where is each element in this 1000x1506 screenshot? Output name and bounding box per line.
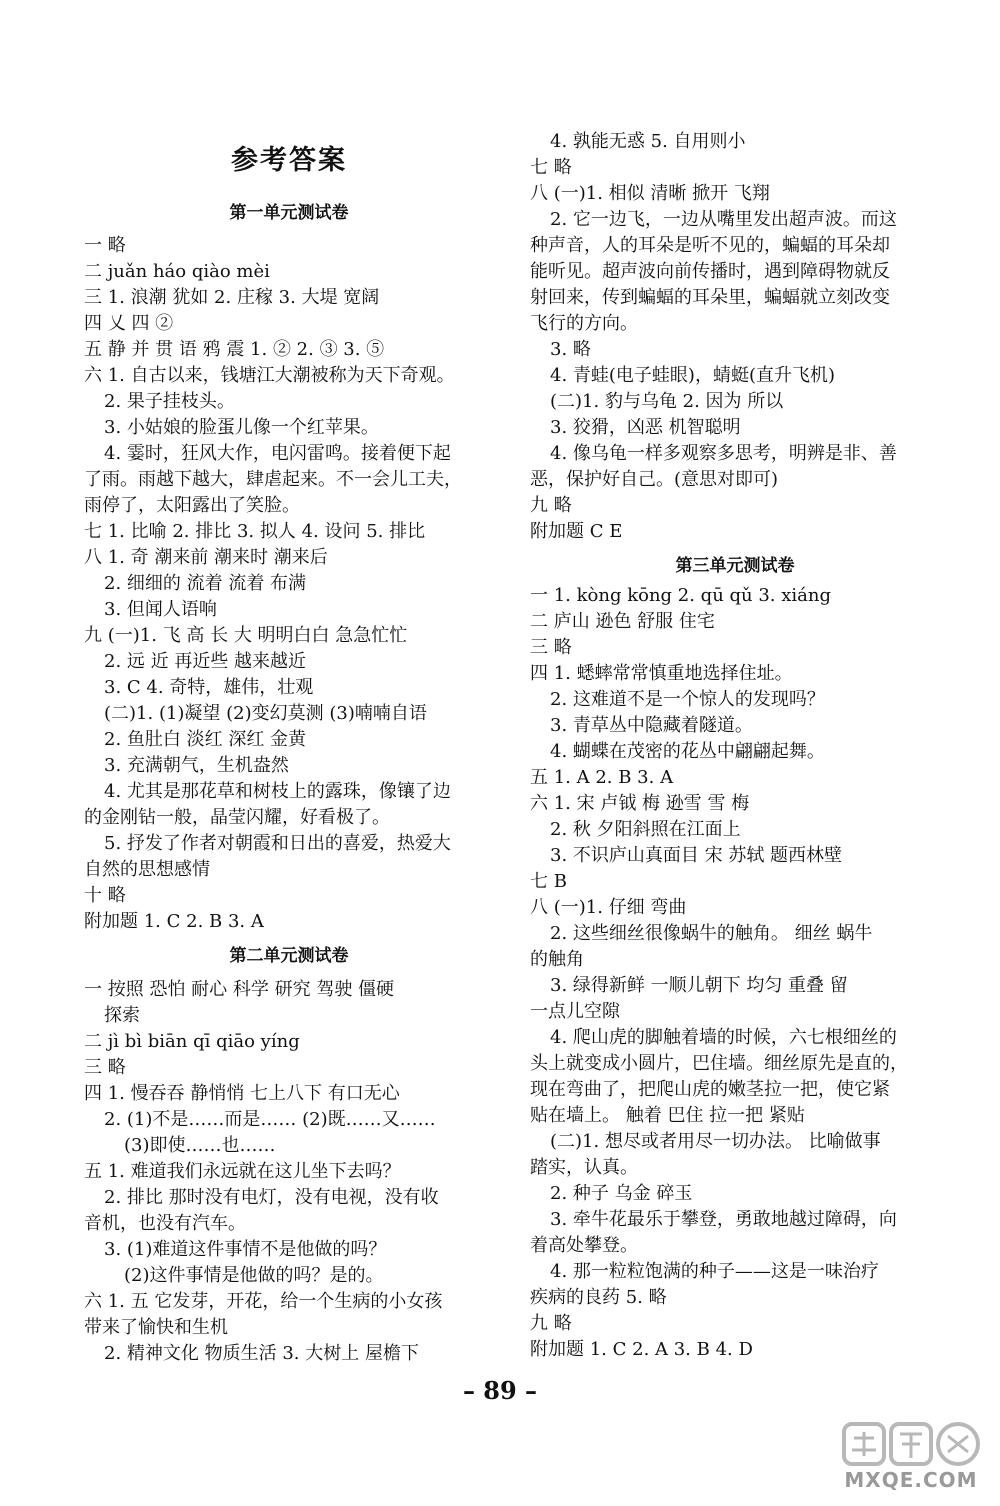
answer-line: 2. 它一边飞，一边从嘴里发出超声波。而这 — [550, 209, 897, 230]
answer-line: 音机，也没有汽车。 — [84, 1213, 246, 1234]
watermark-text: MXQE.COM — [844, 1468, 978, 1492]
answer-line: 2. 这些细丝很像蜗牛的触角。 细丝 蜗牛 — [550, 923, 873, 944]
answer-line: 4. 蝴蝶在茂密的花丛中翩翩起舞。 — [550, 741, 825, 762]
answer-line: 着高处攀登。 — [530, 1235, 638, 1256]
answer-line: 3. 不识庐山真面目 宋 苏轼 题西林壁 — [550, 845, 843, 866]
answer-line: 一 按照 恐怕 耐心 科学 研究 驾驶 僵硬 — [84, 979, 395, 1000]
answer-line: 2. (1)不是……而是…… (2)既……又…… — [104, 1109, 436, 1130]
answer-line: 踏实，认真。 — [530, 1157, 638, 1178]
answer-line: 贴在墙上。 触着 巴住 拉一把 紧贴 — [530, 1105, 805, 1126]
answer-line: 5. 抒发了作者对朝霞和日出的喜爱，热爱大 — [104, 833, 451, 854]
answer-line: (3)即使……也…… — [124, 1135, 276, 1156]
answer-line: 三 略 — [530, 637, 572, 658]
answer-line: 三 1. 浪潮 犹如 2. 庄稼 3. 大堤 宽阔 — [84, 287, 380, 308]
answer-line: 2. 秋 夕阳斜照在江面上 — [550, 819, 741, 840]
answer-line: 3. 牵牛花最乐于攀登，勇敢地越过障碍，向 — [550, 1209, 897, 1230]
watermark-seal-icon — [836, 1418, 986, 1474]
answer-line: 了雨。雨越下越大，肆虐起来。不一会儿工夫， — [84, 469, 462, 490]
answer-line: 3. 青草丛中隐藏着隧道。 — [550, 715, 753, 736]
answer-line: 3. 小姑娘的脸蛋儿像一个红苹果。 — [104, 417, 379, 438]
answer-line: 4. 尤其是那花草和树枝上的露珠，像镶了边 — [104, 781, 451, 802]
answer-line: (二)1. 想尽或者用尽一切办法。 比喻做事 — [550, 1131, 881, 1152]
answer-line: 2. 鱼肚白 淡红 深红 金黄 — [104, 729, 307, 750]
answer-line: 现在弯曲了，把爬山虎的嫩茎拉一把，使它紧 — [530, 1079, 890, 1100]
answer-line: 2. 细细的 流着 流着 布满 — [104, 573, 307, 594]
answer-line: 附加题 C E — [530, 521, 623, 542]
answer-line: 二 jì bì biān qī qiāo yíng — [84, 1031, 300, 1052]
answer-line: 4. 孰能无惑 5. 自用则小 — [550, 131, 746, 152]
answer-line: 4. 爬山虎的脚触着墙的时候，六七根细丝的 — [550, 1027, 897, 1048]
answer-line: 雨停了，太阳露出了笑脸。 — [84, 495, 300, 516]
answer-line: 射回来，传到蝙蝠的耳朵里，蝙蝠就立刻改变 — [530, 287, 890, 308]
answer-line: 一 1. kòng kōng 2. qū qǔ 3. xiáng — [530, 585, 831, 606]
answer-line: 自然的思想感情 — [84, 859, 210, 880]
answer-line: 六 1. 宋 卢钺 梅 逊雪 雪 梅 — [530, 793, 750, 814]
answer-line: 附加题 1. C 2. A 3. B 4. D — [530, 1339, 753, 1360]
answer-line: 五 1. A 2. B 3. A — [530, 767, 674, 788]
answer-line: 八 (一)1. 仔细 弯曲 — [530, 897, 687, 918]
answer-line: 七 略 — [530, 157, 572, 178]
answer-line: 十 略 — [84, 885, 126, 906]
answer-line: (二)1. (1)凝望 (2)变幻莫测 (3)喃喃自语 — [104, 703, 427, 724]
answer-line: 二 庐山 逊色 舒服 住宅 — [530, 611, 715, 632]
answer-line: 2. 这难道不是一个惊人的发现吗？ — [550, 689, 825, 710]
answer-line: (二)1. 豹与乌龟 2. 因为 所以 — [550, 391, 784, 412]
answer-line: 3. 狡猾，凶恶 机智聪明 — [550, 417, 741, 438]
answer-line: 的金刚钻一般，晶莹闪耀，好看极了。 — [84, 807, 390, 828]
answer-line: 五 1. 难道我们永远就在这儿坐下去吗？ — [84, 1161, 401, 1182]
answer-line: 四 1. 慢吞吞 静悄悄 七上八下 有口无心 — [84, 1083, 400, 1104]
answer-line: 的触角 — [530, 949, 584, 970]
answer-line: 3. 绿得新鲜 一顺儿朝下 均匀 重叠 留 — [550, 975, 848, 996]
section-heading: 第二单元测试卷 — [229, 946, 349, 966]
watermark-logo — [836, 1418, 986, 1498]
answer-line: 一 略 — [84, 235, 126, 256]
answer-line: 恶，保护好自己。(意思对即可) — [530, 469, 779, 490]
answer-line: 一点儿空隙 — [530, 1001, 620, 1022]
answer-line: 四 乂 四 ② — [84, 313, 174, 334]
answer-line: 3. C 4. 奇特，雄伟，壮观 — [104, 677, 314, 698]
answer-line: 九 略 — [530, 1313, 572, 1334]
answer-line: 四 1. 蟋蟀常常慎重地选择住址。 — [530, 663, 793, 684]
answer-line: 2. 精神文化 物质生活 3. 大树上 屋檐下 — [104, 1343, 419, 1364]
answer-line: 三 略 — [84, 1057, 126, 1078]
answer-line: 3. 但闻人语响 — [104, 599, 217, 620]
answer-line: 带来了愉快和生机 — [84, 1317, 228, 1338]
answer-line: 七 B — [530, 871, 567, 892]
answer-line: (2)这件事情是他做的吗？是的。 — [124, 1265, 384, 1286]
answer-line: 能听见。超声波向前传播时，遇到障碍物就反 — [530, 261, 890, 282]
answer-line: 3. 充满朝气，生机盎然 — [104, 755, 289, 776]
answer-line: 飞行的方向。 — [530, 313, 638, 334]
answer-line: 九 (一)1. 飞 高 长 大 明明白白 急急忙忙 — [84, 625, 408, 646]
answer-line: 4. 青蛙(电子蛙眼)，蜻蜓(直升飞机) — [550, 365, 835, 386]
answer-line: 2. 排比 那时没有电灯，没有电视，没有收 — [104, 1187, 439, 1208]
answer-line: 六 1. 自古以来，钱塘江大潮被称为天下奇观。 — [84, 365, 455, 386]
answer-line: 4. 那一粒粒饱满的种子——这是一味治疗 — [550, 1261, 879, 1282]
page-title: 参考答案 — [231, 145, 347, 176]
answer-line: 4. 霎时，狂风大作，电闪雷鸣。接着便下起 — [104, 443, 451, 464]
answer-line: 九 略 — [530, 495, 572, 516]
answer-line: 探索 — [104, 1005, 140, 1026]
answer-line: 头上就变成小圆片，巴住墙。细丝原先是直的， — [530, 1053, 908, 1074]
answer-line: 五 静 并 贯 语 鸦 震 1. ② 2. ③ 3. ⑤ — [84, 339, 385, 360]
answer-line: 七 1. 比喻 2. 排比 3. 拟人 4. 设问 5. 排比 — [84, 521, 426, 542]
answer-line: 二 juǎn háo qiào mèi — [84, 261, 270, 282]
answer-line: 八 (一)1. 相似 清晰 掀开 飞翔 — [530, 183, 770, 204]
answer-line: 2. 远 近 再近些 越来越近 — [104, 651, 307, 672]
answer-line: 3. 略 — [550, 339, 591, 360]
section-heading: 第一单元测试卷 — [229, 203, 349, 223]
section-heading: 第三单元测试卷 — [675, 556, 795, 576]
answer-line: 六 1. 五 它发芽，开花，给一个生病的小女孩 — [84, 1291, 443, 1312]
answer-line: 种声音，人的耳朵是听不见的，蝙蝠的耳朵却 — [530, 235, 890, 256]
answer-line: 4. 像乌龟一样多观察多思考，明辨是非、善 — [550, 443, 897, 464]
answer-line: 2. 果子挂枝头。 — [104, 391, 235, 412]
answer-line: 疾病的良药 5. 略 — [530, 1287, 667, 1308]
answer-line: 2. 种子 乌金 碎玉 — [550, 1183, 693, 1204]
answer-line: 3. (1)难道这件事情不是他做的吗？ — [104, 1239, 387, 1260]
answer-line: 附加题 1. C 2. B 3. A — [84, 911, 264, 932]
answer-line: 八 1. 奇 潮来前 潮来时 潮来后 — [84, 547, 328, 568]
page-number: – 89 – — [462, 1376, 538, 1405]
